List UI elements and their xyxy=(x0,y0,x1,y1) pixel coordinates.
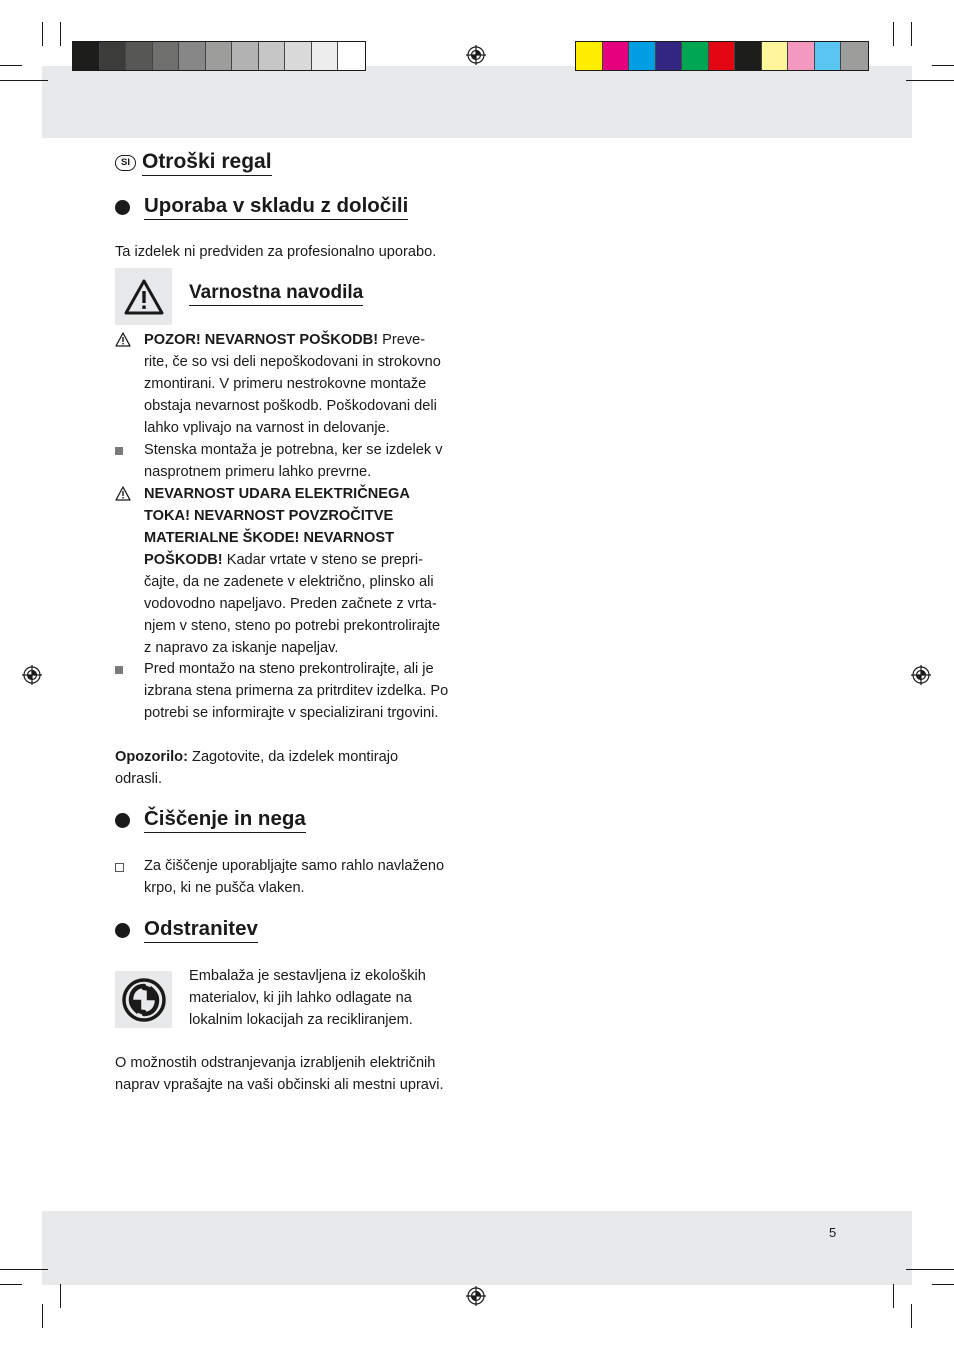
intended-use-text: Ta izdelek ni predviden za profesionalno uporabo. xyxy=(115,244,437,260)
color-swatch xyxy=(576,42,603,70)
safety-item: NEVARNOST UDARA ELEKTRIČNEGA TOKA! NEVARNOST POVZROČITVE MATERIALNE ŠKODE! NEVARNOST POŠKODB! Kadar vrtate v steno se prepri- čajte, da ne zadenete v električno, plinsko ali vodovodno napeljavo. Preden začnete z vrta- njem v steno, steno po potrebi prekontrolirajte z napravo za iskanje napeljav. xyxy=(115,483,475,659)
gray-swatch xyxy=(126,42,153,70)
safety-item: Stenska montaža je potrebna, ker se izdelek v nasprotnem primeru lahko prevrne. xyxy=(115,439,475,483)
color-swatch xyxy=(788,42,815,70)
gray-swatch xyxy=(338,42,365,70)
bullet-dot-icon xyxy=(115,813,130,828)
gray-swatch xyxy=(206,42,233,70)
safety-heading: Varnostna navodila xyxy=(189,282,363,306)
bullet-dot-icon xyxy=(115,200,130,215)
green-dot-recycle-icon xyxy=(121,977,167,1023)
gray-swatch xyxy=(100,42,127,70)
safety-item: POZOR! NEVARNOST POŠKODB! Preve- rite, če so vsi deli nepoškodovani in strokovno zmontirani. V primeru nestrokovne montaže obstaja nevarnost poškodb. Poškodovani deli lahko vplivajo na varnost in delovanje. xyxy=(115,329,475,439)
page-number: 5 xyxy=(829,1225,837,1240)
bullet-dot-icon xyxy=(115,923,130,938)
top-gray-band xyxy=(42,66,912,138)
safety-item: Pred montažo na steno prekontrolirajte, ali je izbrana stena primerna za pritrditev izdelka. Po potrebi se informirajte v specializirani trgovini. xyxy=(115,658,475,724)
grayscale-color-bar xyxy=(72,41,366,71)
registration-mark-icon xyxy=(910,664,932,686)
packaging-text: Embalaža je sestavljena iz ekoloških materialov, ki jih lahko odlagate na lokalnim lokacijah za recikliranjem. xyxy=(189,968,426,1028)
warning-triangle-box xyxy=(115,268,172,325)
bottom-gray-band xyxy=(42,1211,912,1285)
bullet-square-icon xyxy=(115,666,123,674)
color-swatch xyxy=(629,42,656,70)
color-swatch xyxy=(762,42,789,70)
language-badge: SI xyxy=(115,155,136,171)
warning-triangle-icon xyxy=(123,278,165,316)
recycling-symbol-box xyxy=(115,971,172,1028)
registration-mark-icon xyxy=(21,664,43,686)
registration-mark-icon xyxy=(465,44,487,66)
bullet-square-icon xyxy=(115,447,123,455)
cleaning-item: Za čiščenje uporabljajte samo rahlo navlaženo krpo, ki ne pušča vlaken. xyxy=(115,855,475,899)
checkbox-square-icon xyxy=(115,863,124,872)
color-swatch xyxy=(815,42,842,70)
color-swatch xyxy=(841,42,868,70)
gray-swatch xyxy=(232,42,259,70)
gray-swatch xyxy=(179,42,206,70)
section-heading-cleaning: Čiščenje in nega xyxy=(115,807,306,833)
color-swatch xyxy=(656,42,683,70)
gray-swatch xyxy=(73,42,100,70)
color-swatch xyxy=(735,42,762,70)
gray-swatch xyxy=(153,42,180,70)
color-swatch xyxy=(682,42,709,70)
gray-swatch xyxy=(285,42,312,70)
process-color-bar xyxy=(575,41,869,71)
section-heading-intended-use: Uporaba v skladu z določili xyxy=(115,194,408,220)
safety-note: Opozorilo: Zagotovite, da izdelek montirajo odrasli. xyxy=(115,749,399,787)
registration-mark-icon xyxy=(465,1285,487,1307)
color-swatch xyxy=(603,42,630,70)
page-title: Otroški regal xyxy=(142,150,272,176)
warning-small-icon xyxy=(115,486,131,501)
color-swatch xyxy=(709,42,736,70)
document-title xyxy=(115,150,272,176)
gray-swatch xyxy=(312,42,339,70)
section-heading-disposal: Odstranitev xyxy=(115,917,258,943)
disposal-text: O možnostih odstranjevanja izrabljenih električnih naprav vprašajte na vaši občinski ali mestni upravi. xyxy=(115,1055,444,1093)
gray-swatch xyxy=(259,42,286,70)
warning-small-icon xyxy=(115,332,131,347)
